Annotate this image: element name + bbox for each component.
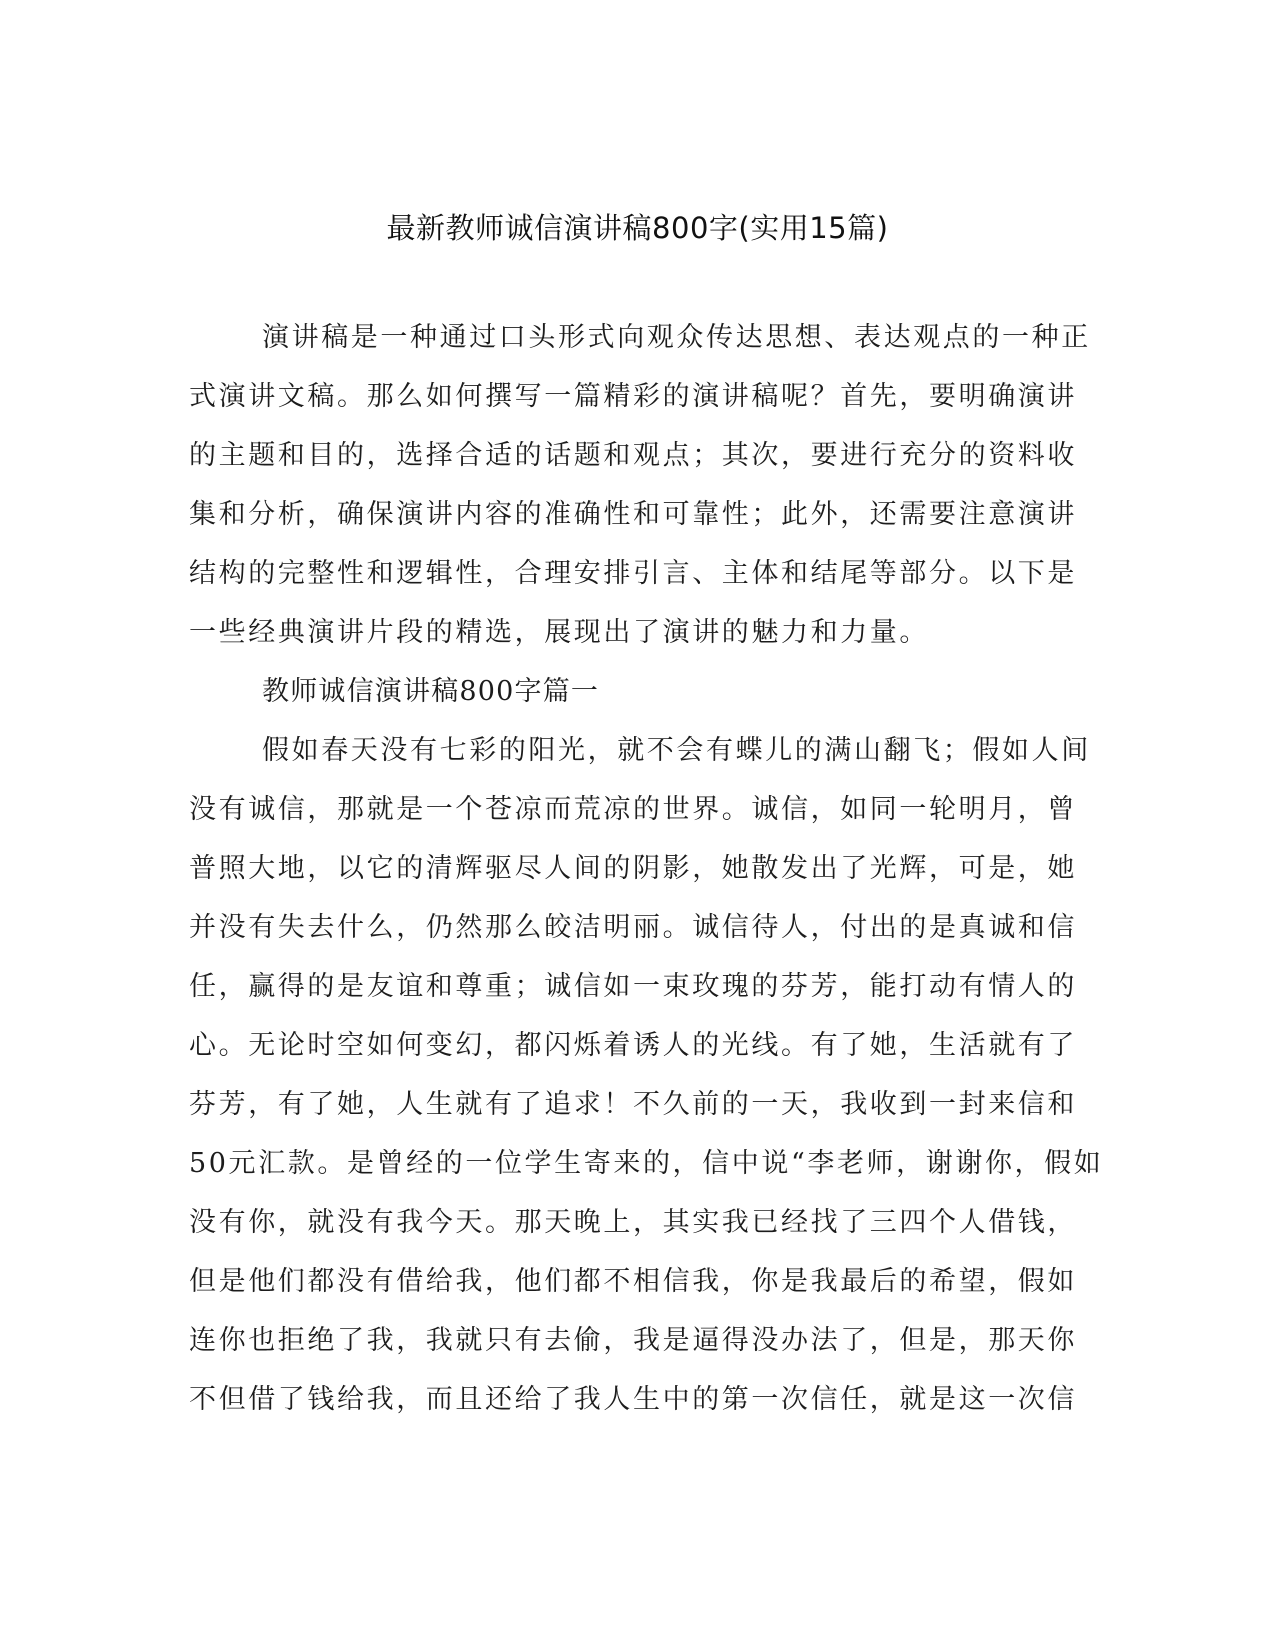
body-line-10: 但是他们都没有借给我，他们都不相信我，你是我最后的希望，假如 [189, 1266, 1077, 1297]
intro-line-3: 的主题和目的，选择合适的话题和观点；其次，要进行充分的资料收 [189, 440, 1077, 471]
body-line-6: 心。无论时空如何变幻，都闪烁着诱人的光线。有了她，生活就有了 [189, 1030, 1077, 1061]
body-line-12: 不但借了钱给我，而且还给了我人生中的第一次信任，就是这一次信 [189, 1384, 1077, 1415]
intro-line-6: 一些经典演讲片段的精选，展现出了演讲的魅力和力量。 [189, 617, 929, 648]
body-line-7: 芬芳，有了她，人生就有了追求！不久前的一天，我收到一封来信和 [189, 1089, 1077, 1120]
body-line-3: 普照大地，以它的清辉驱尽人间的阴影，她散发出了光辉，可是，她 [189, 853, 1077, 884]
body-line-4: 并没有失去什么，仍然那么皎洁明丽。诚信待人，付出的是真诚和信 [189, 912, 1077, 943]
body-line-8: 50元汇款。是曾经的一位学生寄来的，信中说“李老师，谢谢你，假如 [189, 1148, 1104, 1179]
body-line-2: 没有诚信，那就是一个苍凉而荒凉的世界。诚信，如同一轮明月，曾 [189, 794, 1077, 825]
body-line-5: 任，赢得的是友谊和尊重；诚信如一束玫瑰的芬芳，能打动有情人的 [189, 971, 1077, 1002]
intro-line-2: 式演讲文稿。那么如何撰写一篇精彩的演讲稿呢？首先，要明确演讲 [189, 381, 1077, 412]
document-title: 最新教师诚信演讲稿800字(实用15篇) [386, 211, 889, 245]
intro-line-5: 结构的完整性和逻辑性，合理安排引言、主体和结尾等部分。以下是 [189, 558, 1077, 589]
section-heading: 教师诚信演讲稿800字篇一 [262, 676, 600, 707]
intro-line-4: 集和分析，确保演讲内容的准确性和可靠性；此外，还需要注意演讲 [189, 499, 1077, 530]
intro-line-1: 演讲稿是一种通过口头形式向观众传达思想、表达观点的一种正 [262, 322, 1091, 353]
body-line-9: 没有你，就没有我今天。那天晚上，其实我已经找了三四个人借钱， [189, 1207, 1077, 1238]
body-line-11: 连你也拒绝了我，我就只有去偷，我是逼得没办法了，但是，那天你 [189, 1325, 1077, 1356]
body-line-1: 假如春天没有七彩的阳光，就不会有蝶儿的满山翻飞；假如人间 [262, 735, 1091, 766]
